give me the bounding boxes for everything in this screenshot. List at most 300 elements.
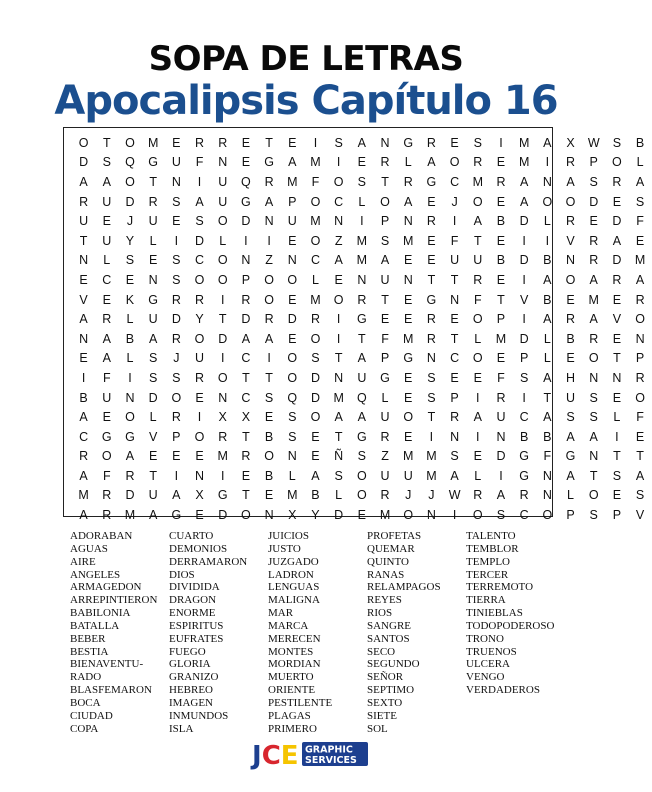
- grid-row: [72, 368, 652, 388]
- word-item: PESTILENTE: [268, 696, 333, 709]
- grid-letter: A: [473, 214, 482, 229]
- grid-letter: A: [612, 233, 622, 248]
- grid-letter: E: [404, 253, 413, 268]
- grid-letter: E: [612, 194, 622, 209]
- grid-letter: O: [125, 410, 135, 425]
- grid-row: [72, 211, 652, 231]
- grid-letter: I: [220, 351, 225, 366]
- grid-letter: Z: [334, 233, 343, 248]
- grid-letter: D: [148, 390, 158, 405]
- grid-letter: T: [497, 292, 505, 307]
- grid-letter: I: [220, 468, 225, 483]
- grid-letter: S: [148, 351, 158, 366]
- grid-letter: P: [172, 429, 181, 444]
- grid-row: [72, 388, 652, 408]
- grid-letter: A: [264, 331, 274, 346]
- grid-letter: A: [79, 312, 88, 327]
- word-item: MONTES: [268, 645, 314, 658]
- word-column: [268, 530, 367, 736]
- grid-letter: E: [635, 233, 645, 248]
- word-item: SECO: [367, 645, 396, 658]
- grid-letter: A: [288, 155, 297, 170]
- word-item: TEMPLO: [466, 555, 510, 568]
- grid-letter: Q: [287, 390, 298, 405]
- grid-letter: U: [102, 233, 112, 248]
- grid-letter: U: [148, 214, 158, 229]
- grid-letter: E: [496, 233, 506, 248]
- grid-letter: A: [334, 253, 343, 268]
- grid-letter: A: [543, 135, 552, 150]
- grid-letter: A: [102, 351, 111, 366]
- grid-letter: R: [566, 214, 576, 229]
- grid-letter: M: [333, 390, 344, 405]
- grid-letter: T: [450, 331, 459, 346]
- grid-letter: R: [195, 135, 205, 150]
- word-item: DERRAMARON: [169, 555, 248, 568]
- grid-letter: T: [334, 351, 343, 366]
- grid-letter: O: [472, 508, 483, 523]
- grid-letter: O: [217, 370, 228, 385]
- grid-letter: A: [519, 194, 529, 209]
- grid-letter: G: [241, 194, 251, 209]
- grid-letter: S: [496, 508, 506, 523]
- word-item: ISLA: [169, 722, 194, 735]
- grid-letter: B: [543, 253, 552, 268]
- grid-letter: E: [357, 155, 367, 170]
- grid-letter: D: [218, 508, 228, 523]
- grid-letter: O: [194, 272, 205, 287]
- grid-letter: V: [148, 429, 158, 444]
- letter-grid: [72, 133, 652, 525]
- grid-letter: S: [172, 194, 181, 209]
- word-item: MARCA: [268, 619, 309, 632]
- word-item: VENGO: [466, 671, 505, 684]
- word-item: SANTOS: [367, 632, 410, 645]
- grid-letter: O: [472, 312, 483, 327]
- grid-letter: T: [79, 233, 88, 248]
- grid-letter: O: [217, 253, 228, 268]
- word-item: SEPTIMO: [367, 684, 415, 697]
- grid-letter: P: [380, 351, 390, 366]
- grid-letter: F: [195, 155, 204, 170]
- grid-letter: R: [195, 292, 205, 307]
- grid-letter: R: [195, 370, 205, 385]
- grid-row: [72, 349, 652, 369]
- grid-letter: R: [496, 174, 506, 189]
- grid-letter: R: [589, 233, 599, 248]
- grid-letter: D: [310, 390, 320, 405]
- word-item: SEGUNDO: [367, 658, 420, 671]
- grid-letter: D: [612, 253, 622, 268]
- grid-letter: O: [635, 312, 645, 327]
- grid-letter: E: [172, 135, 181, 150]
- grid-letter: C: [334, 194, 344, 209]
- grid-letter: A: [264, 194, 274, 209]
- grid-letter: G: [356, 312, 367, 327]
- grid-letter: E: [589, 214, 598, 229]
- grid-letter: R: [612, 272, 622, 287]
- grid-letter: N: [496, 429, 506, 444]
- grid-row: [72, 329, 652, 349]
- word-item: TALENTO: [466, 530, 516, 542]
- grid-letter: R: [473, 272, 483, 287]
- word-item: MUERTO: [268, 671, 314, 684]
- page-subtitle: Apocalipsis Capítulo 16: [54, 78, 558, 124]
- grid-letter: B: [543, 429, 552, 444]
- grid-letter: O: [472, 194, 483, 209]
- grid-letter: U: [496, 410, 506, 425]
- grid-letter: D: [125, 488, 135, 503]
- grid-letter: M: [124, 508, 136, 523]
- grid-letter: O: [287, 351, 298, 366]
- word-item: MORDIAN: [268, 658, 321, 671]
- grid-letter: A: [357, 410, 367, 425]
- grid-letter: O: [565, 272, 576, 287]
- grid-letter: E: [427, 253, 436, 268]
- grid-letter: E: [195, 449, 204, 464]
- grid-letter: O: [356, 468, 367, 483]
- grid-letter: Y: [195, 312, 204, 327]
- grid-letter: A: [79, 468, 88, 483]
- grid-letter: S: [635, 488, 645, 503]
- grid-row: [72, 231, 652, 251]
- grid-letter: A: [427, 155, 436, 170]
- grid-letter: N: [380, 135, 390, 150]
- grid-letter: S: [589, 508, 598, 523]
- grid-letter: N: [357, 272, 367, 287]
- grid-letter: N: [450, 292, 460, 307]
- grid-letter: L: [149, 233, 157, 248]
- grid-letter: N: [612, 370, 622, 385]
- word-column: [70, 530, 169, 736]
- grid-letter: A: [79, 508, 88, 523]
- grid-letter: D: [218, 331, 228, 346]
- logo-line1: GRAPHIC: [305, 744, 353, 756]
- jce-graphic-services-logo: [250, 738, 370, 770]
- grid-letter: E: [404, 429, 413, 444]
- grid-letter: M: [147, 135, 159, 150]
- grid-letter: A: [543, 272, 552, 287]
- grid-letter: L: [567, 488, 574, 503]
- grid-letter: I: [499, 135, 503, 150]
- grid-letter: R: [519, 488, 529, 503]
- grid-letter: D: [171, 312, 181, 327]
- word-item: BESTIA: [70, 645, 109, 658]
- word-item: BOCA: [70, 696, 101, 709]
- word-item: DEMONIOS: [169, 542, 228, 555]
- grid-letter: M: [310, 155, 321, 170]
- grid-letter: B: [311, 488, 320, 503]
- grid-letter: I: [522, 272, 526, 287]
- word-item: CIUDAD: [70, 709, 113, 722]
- grid-letter: C: [241, 390, 251, 405]
- grid-letter: E: [125, 272, 135, 287]
- grid-letter: R: [264, 174, 274, 189]
- grid-row: [72, 309, 652, 329]
- grid-letter: T: [265, 135, 273, 150]
- grid-letter: T: [242, 429, 250, 444]
- grid-letter: T: [102, 135, 111, 150]
- grid-letter: N: [542, 174, 552, 189]
- grid-letter: G: [148, 292, 159, 307]
- grid-letter: E: [148, 449, 158, 464]
- grid-letter: F: [102, 370, 111, 385]
- grid-letter: S: [519, 370, 529, 385]
- grid-letter: N: [566, 253, 576, 268]
- word-item: BIENAVENTU-: [70, 658, 144, 671]
- grid-letter: B: [635, 135, 645, 150]
- grid-letter: D: [125, 194, 135, 209]
- grid-letter: J: [428, 488, 435, 503]
- grid-letter: O: [449, 155, 460, 170]
- grid-letter: R: [426, 135, 436, 150]
- word-item: QUEMAR: [367, 542, 415, 555]
- grid-letter: S: [148, 370, 158, 385]
- grid-letter: G: [426, 292, 437, 307]
- grid-letter: O: [380, 194, 390, 209]
- grid-letter: E: [450, 370, 459, 385]
- word-item: LENGUAS: [268, 581, 320, 594]
- grid-letter: Q: [241, 174, 251, 189]
- grid-letter: T: [427, 272, 436, 287]
- word-item: RIOS: [367, 607, 393, 620]
- grid-letter: U: [79, 214, 89, 229]
- grid-letter: D: [589, 194, 599, 209]
- word-item: TERCER: [466, 568, 509, 581]
- grid-letter: U: [473, 253, 483, 268]
- grid-letter: O: [333, 292, 344, 307]
- grid-letter: E: [473, 449, 482, 464]
- page-title: SOPA DE LETRAS: [148, 39, 464, 79]
- word-item: QUINTO: [367, 555, 409, 568]
- grid-letter: T: [265, 370, 273, 385]
- grid-letter: L: [288, 468, 296, 483]
- grid-letter: E: [195, 508, 204, 523]
- grid-letter: N: [450, 429, 460, 444]
- grid-letter: L: [613, 410, 621, 425]
- grid-letter: Q: [125, 155, 135, 170]
- grid-letter: E: [102, 292, 111, 307]
- word-item: SIETE: [367, 709, 397, 722]
- grid-row: [72, 486, 652, 506]
- grid-letter: R: [612, 174, 622, 189]
- grid-letter: G: [125, 429, 135, 444]
- grid-letter: F: [543, 449, 552, 464]
- grid-letter: G: [403, 351, 414, 366]
- grid-letter: O: [588, 488, 599, 503]
- word-item: GRANIZO: [169, 671, 219, 684]
- grid-letter: R: [102, 488, 112, 503]
- grid-letter: L: [543, 351, 551, 366]
- word-item: ADORABAN: [70, 530, 133, 542]
- grid-letter: P: [288, 194, 297, 209]
- grid-letter: I: [128, 370, 132, 385]
- grid-letter: A: [148, 331, 158, 346]
- grid-letter: A: [102, 331, 111, 346]
- grid-letter: F: [473, 292, 482, 307]
- grid-letter: E: [102, 214, 111, 229]
- grid-letter: I: [336, 155, 341, 170]
- grid-letter: N: [334, 214, 344, 229]
- grid-letter: A: [450, 468, 459, 483]
- grid-letter: E: [357, 508, 367, 523]
- grid-letter: I: [476, 390, 480, 405]
- grid-letter: J: [451, 194, 458, 209]
- grid-letter: A: [102, 174, 111, 189]
- grid-letter: O: [241, 508, 251, 523]
- grid-letter: R: [102, 508, 112, 523]
- grid-letter: I: [522, 233, 526, 248]
- grid-letter: N: [218, 390, 228, 405]
- grid-letter: E: [450, 312, 459, 327]
- grid-letter: N: [79, 253, 89, 268]
- grid-letter: Y: [125, 233, 135, 248]
- grid-letter: E: [566, 292, 575, 307]
- grid-letter: S: [125, 253, 135, 268]
- grid-letter: A: [635, 174, 645, 189]
- letter-grid-frame: [63, 127, 646, 523]
- grid-letter: A: [589, 272, 598, 287]
- grid-letter: L: [474, 331, 482, 346]
- grid-letter: M: [634, 253, 646, 268]
- grid-letter: D: [195, 233, 205, 248]
- grid-letter: E: [404, 390, 413, 405]
- grid-letter: F: [381, 331, 389, 346]
- word-item: MERECEN: [268, 632, 321, 645]
- grid-letter: W: [448, 488, 461, 503]
- grid-letter: S: [334, 135, 343, 150]
- grid-letter: E: [404, 312, 413, 327]
- grid-letter: E: [241, 468, 251, 483]
- grid-letter: S: [357, 174, 367, 189]
- grid-letter: N: [403, 214, 413, 229]
- grid-letter: B: [264, 468, 274, 483]
- word-item: PLAGAS: [268, 709, 311, 722]
- grid-letter: S: [195, 214, 204, 229]
- grid-letter: E: [380, 312, 390, 327]
- grid-letter: G: [380, 370, 390, 385]
- grid-letter: M: [287, 174, 298, 189]
- grid-row: [72, 133, 652, 153]
- grid-row: [72, 505, 652, 525]
- grid-letter: G: [519, 468, 530, 483]
- grid-letter: E: [612, 292, 622, 307]
- grid-letter: G: [171, 508, 182, 523]
- logo-line2: SERVICES: [305, 755, 357, 766]
- grid-letter: E: [566, 351, 575, 366]
- grid-row: [72, 466, 652, 486]
- word-item: JUICIOS: [268, 530, 309, 542]
- grid-letter: O: [264, 272, 274, 287]
- grid-letter: J: [126, 214, 134, 229]
- grid-letter: I: [545, 233, 550, 248]
- grid-letter: I: [220, 292, 225, 307]
- grid-letter: D: [519, 253, 529, 268]
- grid-letter: C: [79, 429, 89, 444]
- grid-letter: U: [102, 194, 112, 209]
- grid-letter: L: [311, 272, 319, 287]
- grid-letter: E: [404, 292, 413, 307]
- grid-letter: M: [310, 292, 321, 307]
- grid-letter: A: [334, 410, 343, 425]
- grid-letter: P: [612, 508, 622, 523]
- grid-letter: E: [496, 194, 506, 209]
- grid-letter: R: [79, 194, 89, 209]
- grid-letter: G: [519, 449, 530, 464]
- grid-letter: S: [102, 155, 111, 170]
- grid-letter: T: [636, 449, 644, 464]
- word-item: INMUNDOS: [169, 709, 229, 722]
- grid-letter: S: [380, 233, 390, 248]
- grid-letter: R: [450, 410, 460, 425]
- grid-letter: O: [542, 194, 553, 209]
- grid-letter: U: [148, 488, 158, 503]
- word-item: HEBREO: [169, 684, 213, 697]
- grid-letter: P: [380, 214, 390, 229]
- grid-letter: O: [310, 410, 321, 425]
- grid-letter: D: [79, 155, 89, 170]
- word-item: LADRON: [268, 568, 314, 581]
- word-item: ESPIRITUS: [169, 619, 224, 632]
- grid-letter: L: [149, 410, 157, 425]
- grid-letter: E: [311, 429, 320, 444]
- grid-letter: I: [336, 331, 341, 346]
- word-item: MAR: [268, 607, 294, 620]
- grid-letter: E: [473, 370, 482, 385]
- grid-letter: R: [148, 194, 158, 209]
- grid-letter: G: [356, 429, 367, 444]
- grid-letter: M: [310, 214, 321, 229]
- grid-letter: U: [380, 410, 390, 425]
- grid-letter: E: [241, 135, 251, 150]
- grid-row: [72, 251, 652, 271]
- grid-letter: U: [566, 390, 576, 405]
- grid-letter: R: [380, 429, 390, 444]
- grid-letter: O: [542, 508, 553, 523]
- word-item: DIVIDIDA: [169, 581, 220, 594]
- grid-letter: L: [543, 331, 551, 346]
- grid-letter: L: [219, 233, 227, 248]
- word-item: PROFETAS: [367, 530, 422, 542]
- grid-letter: U: [403, 468, 413, 483]
- grid-letter: N: [635, 331, 645, 346]
- grid-letter: Q: [356, 390, 367, 405]
- grid-letter: A: [195, 194, 204, 209]
- grid-letter: V: [79, 292, 88, 307]
- grid-letter: O: [194, 331, 205, 346]
- grid-letter: Z: [381, 449, 389, 464]
- grid-letter: S: [635, 194, 645, 209]
- grid-letter: F: [497, 370, 505, 385]
- word-item: AGUAS: [70, 542, 108, 555]
- grid-letter: C: [519, 410, 529, 425]
- word-item: RANAS: [367, 568, 405, 581]
- grid-letter: I: [499, 468, 503, 483]
- grid-letter: L: [381, 390, 389, 405]
- grid-letter: X: [218, 410, 227, 425]
- grid-letter: R: [589, 331, 599, 346]
- grid-letter: S: [612, 135, 622, 150]
- grid-letter: R: [171, 292, 181, 307]
- word-item: BATALLA: [70, 619, 120, 632]
- grid-letter: D: [310, 370, 320, 385]
- grid-letter: O: [287, 272, 298, 287]
- grid-letter: E: [311, 449, 320, 464]
- grid-letter: S: [172, 370, 181, 385]
- grid-letter: N: [218, 155, 228, 170]
- word-item: ARMAGEDON: [70, 581, 142, 594]
- grid-letter: N: [264, 508, 274, 523]
